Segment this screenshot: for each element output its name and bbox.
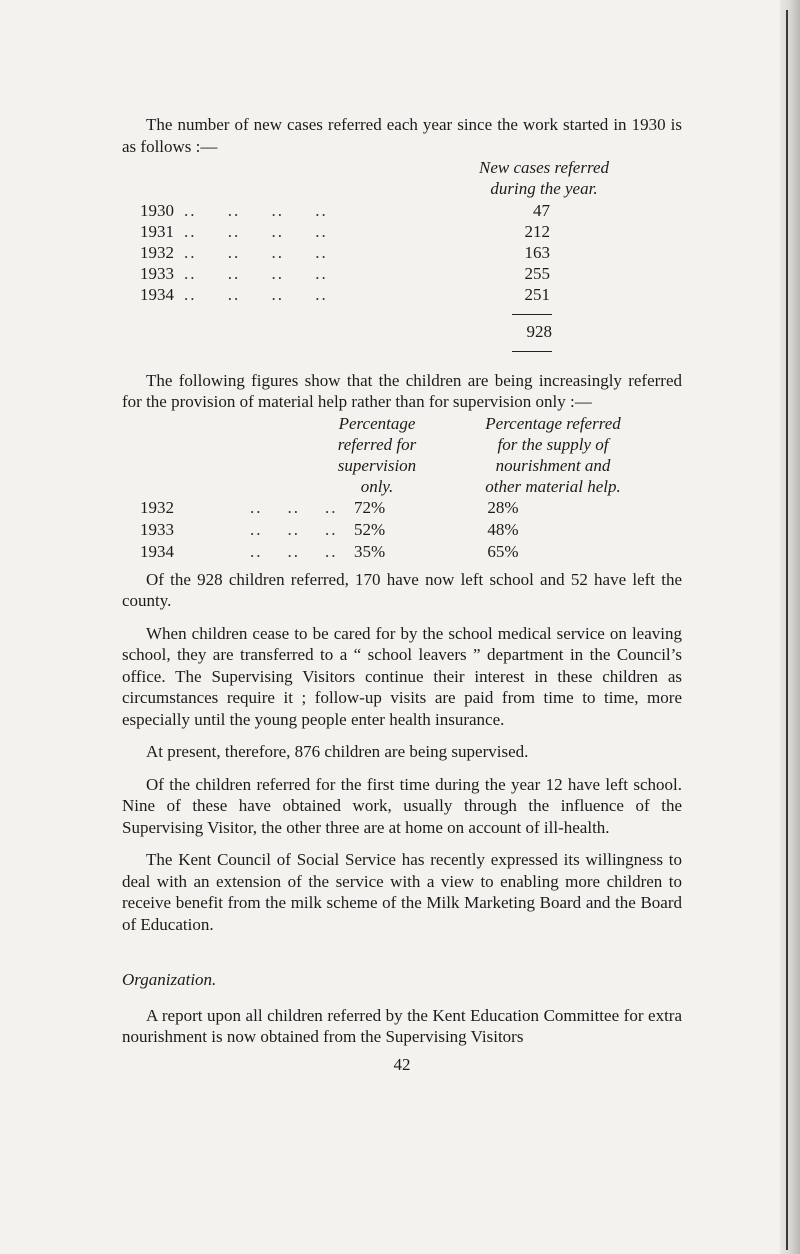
table-row (140, 284, 550, 305)
leader-dots: .. .. .. (250, 497, 338, 517)
year-cell: 1934 (140, 541, 174, 561)
page-content (122, 114, 682, 1075)
leader-dots: .. .. .. .. (184, 285, 328, 304)
material-cell: 48% (487, 519, 519, 539)
body-paragraph: At present, therefore, 876 children are being supervised. (146, 742, 529, 761)
leader-dots: .. .. .. .. (184, 201, 328, 220)
percentage-table (122, 497, 682, 563)
binding-line (786, 10, 788, 1250)
value-cell: 163 (524, 243, 550, 262)
header-line-1: New cases referred (479, 158, 609, 177)
value-cell: 212 (524, 222, 550, 241)
table-row (140, 242, 550, 263)
body-paragraph: Of the children referred for the first time during the year 12 have left school. Nine of these have obtained work, usually through the influence of the Supervising Visitor, the other three are at home on account of ill-health. (122, 774, 682, 837)
value-cell: 47 (533, 201, 550, 220)
value-cell: 251 (524, 285, 550, 304)
body-paragraph: When children cease to be cared for by the school medical service on leaving school, they are transferred to a “ school leavers ” department in the Council’s office. The Supervising Visitors continue their interest in these children as circumstances require it ; follow-up visits are paid from time to time, more especially until the young people enter health insurance. (122, 623, 682, 729)
table-row (140, 541, 682, 563)
header-line: supervision (337, 455, 417, 475)
body-paragraph: The Kent Council of Social Service has recently expressed its willingness to deal with an extension of the service with a view to enabling more children to receive benefit from the milk scheme of the Milk Marketing Board and the Board of Education. (122, 850, 682, 934)
header-line: for the supply of (497, 434, 609, 454)
organization-paragraph: A report upon all children referred by the Kent Education Committee for extra nourishment is now obtained from the Supervising Visitors (122, 1005, 682, 1046)
new-cases-table (140, 200, 550, 352)
table-row (140, 263, 550, 284)
intro-paragraph: The number of new cases referred each year since the work started in 1930 is as follows :— (122, 115, 682, 156)
year-cell: 1934 (140, 285, 174, 304)
section-title: Organization. (122, 970, 217, 989)
table-row (140, 497, 682, 519)
year-cell: 1933 (140, 264, 174, 283)
header-line: only. (360, 476, 394, 496)
leader-dots: .. .. .. (250, 519, 338, 539)
page-edge (780, 0, 800, 1254)
leader-dots: .. .. .. .. (184, 222, 328, 241)
year-cell: 1932 (140, 497, 174, 517)
supervision-cell: 52% (354, 519, 386, 539)
material-help-column-header (448, 413, 658, 497)
header-line: Percentage referred (485, 413, 621, 433)
leader-dots: .. .. .. (250, 541, 338, 561)
page-number: 42 (393, 1054, 411, 1074)
year-cell: 1931 (140, 222, 174, 241)
table-row (140, 519, 682, 541)
table-row (140, 221, 550, 242)
supervision-column-header (302, 413, 452, 497)
supervision-cell: 72% (354, 497, 386, 517)
new-cases-table-header (444, 157, 644, 199)
value-cell: 255 (524, 264, 550, 283)
material-cell: 28% (487, 497, 519, 517)
leader-dots: .. .. .. .. (184, 264, 328, 283)
header-line: nourishment and (495, 455, 611, 475)
header-line: Percentage (338, 413, 416, 433)
leader-dots: .. .. .. .. (184, 243, 328, 262)
total-cell: 928 (526, 322, 552, 341)
material-cell: 65% (487, 541, 519, 561)
supervision-cell: 35% (354, 541, 386, 561)
year-cell: 1932 (140, 243, 174, 262)
header-line-2: during the year. (490, 179, 598, 198)
header-line: other material help. (485, 476, 621, 496)
header-line: referred for (337, 434, 417, 454)
table-row (140, 200, 550, 221)
body-paragraph: Of the 928 children referred, 170 have now left school and 52 have left the county. (122, 569, 682, 610)
year-cell: 1930 (140, 201, 174, 220)
total-rule-top (512, 314, 552, 315)
following-figures-paragraph: The following figures show that the children are being increasingly referred for the provision of material help rather than for supervision only :— (122, 370, 682, 411)
percentage-table-header (302, 413, 682, 497)
year-cell: 1933 (140, 519, 174, 539)
